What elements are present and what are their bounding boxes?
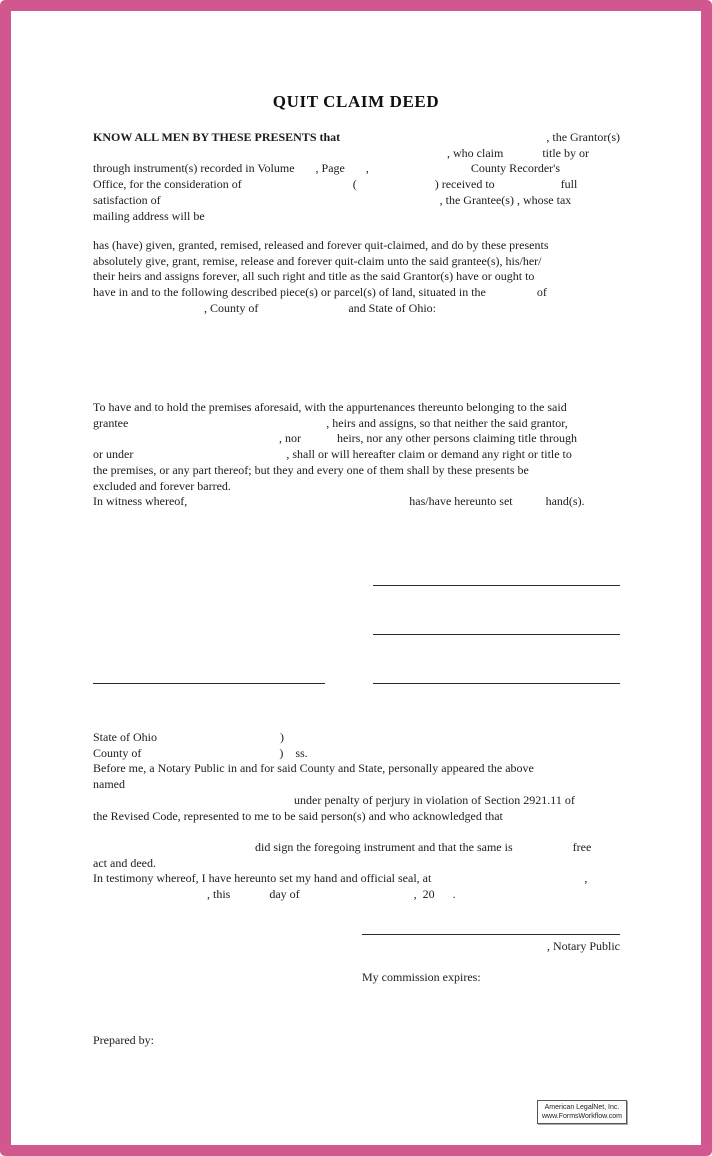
form-line: Office, for the consideration of ( ) received to full bbox=[93, 177, 578, 192]
brand-box bbox=[537, 1100, 627, 1124]
form-line: through instrument(s) recorded in Volume , Page , County Recorder's bbox=[93, 161, 560, 176]
form-line: the premises, or any part thereof; but they and every one of them shall by these presents be bbox=[93, 462, 529, 477]
form-line: named bbox=[93, 777, 125, 792]
paragraph-know-all-men bbox=[93, 130, 620, 224]
form-line: excluded and forever barred. bbox=[93, 478, 231, 493]
paragraph-habendum-clause bbox=[93, 400, 620, 510]
form-line: act and deed. bbox=[93, 855, 156, 870]
form-line bbox=[93, 824, 620, 840]
paragraph-granting-clause bbox=[93, 238, 620, 317]
form-line: County of ) ss. bbox=[93, 745, 308, 760]
form-line: satisfaction of , the Grantee(s) , whose tax bbox=[93, 192, 572, 207]
presents-clause: KNOW ALL MEN BY THESE PRESENTS that bbox=[93, 130, 341, 144]
form-line: have in and to the following described piece(s) or parcel(s) of land, situated in the of bbox=[93, 285, 547, 300]
form-line: , nor heirs, nor any other persons claiming title through bbox=[93, 431, 577, 446]
document-title: QUIT CLAIM DEED bbox=[272, 92, 440, 111]
form-line: the Revised Code, represented to me to be said person(s) and who acknowledged that bbox=[93, 808, 503, 823]
grantor-signature-line-2 bbox=[373, 634, 620, 635]
notary-acknowledgment bbox=[93, 730, 620, 903]
form-line: their heirs and assigns forever, all such right and title as the said Grantor(s) have or ought to bbox=[93, 269, 535, 284]
form-line: did sign the foregoing instrument and that the same is free bbox=[93, 839, 592, 854]
grantor-signature-line-3 bbox=[373, 683, 620, 684]
form-line: , who claim title by or bbox=[93, 145, 589, 160]
form-line: Before me, a Notary Public in and for said County and State, personally appeared the above bbox=[93, 761, 534, 776]
form-line bbox=[93, 130, 620, 146]
grantor-signature-line-1 bbox=[373, 585, 620, 586]
form-line: mailing address will be bbox=[93, 208, 205, 223]
prepared-by-label: Prepared by: bbox=[93, 1033, 154, 1047]
grantor-suffix: , the Grantor(s) bbox=[546, 130, 620, 144]
brand-name: American LegalNet, Inc. bbox=[544, 1104, 620, 1111]
form-line: , County of and State of Ohio: bbox=[93, 300, 436, 315]
form-line: under penalty of perjury in violation of Section 2921.11 of bbox=[93, 792, 575, 807]
commission-expires-label: My commission expires: bbox=[362, 970, 481, 984]
form-line: has (have) given, granted, remised, released and forever quit-claimed, and do by these presents bbox=[93, 238, 549, 252]
form-line: In testimony whereof, I have hereunto set my hand and official seal, at , bbox=[93, 871, 588, 886]
form-line: absolutely give, grant, remise, release and forever quit-claim unto the said grantee(s), his/her/ bbox=[93, 253, 542, 268]
form-line: In witness whereof, has/have hereunto set hand(s). bbox=[93, 494, 585, 509]
notary-signature-line bbox=[362, 934, 620, 935]
brand-url: www.FormsWorkflow.com bbox=[542, 1113, 622, 1120]
notary-public-caption: , Notary Public bbox=[547, 939, 620, 953]
form-line: , this day of , 20 . bbox=[93, 887, 456, 902]
witness-signature-line bbox=[93, 683, 325, 684]
form-line: To have and to hold the premises aforesaid, with the appurtenances thereunto belonging to the said bbox=[93, 400, 567, 414]
form-line: grantee , heirs and assigns, so that neither the said grantor, bbox=[93, 415, 568, 430]
form-line: State of Ohio ) bbox=[93, 730, 284, 744]
form-line: or under , shall or will hereafter claim or demand any right or title to bbox=[93, 447, 572, 462]
